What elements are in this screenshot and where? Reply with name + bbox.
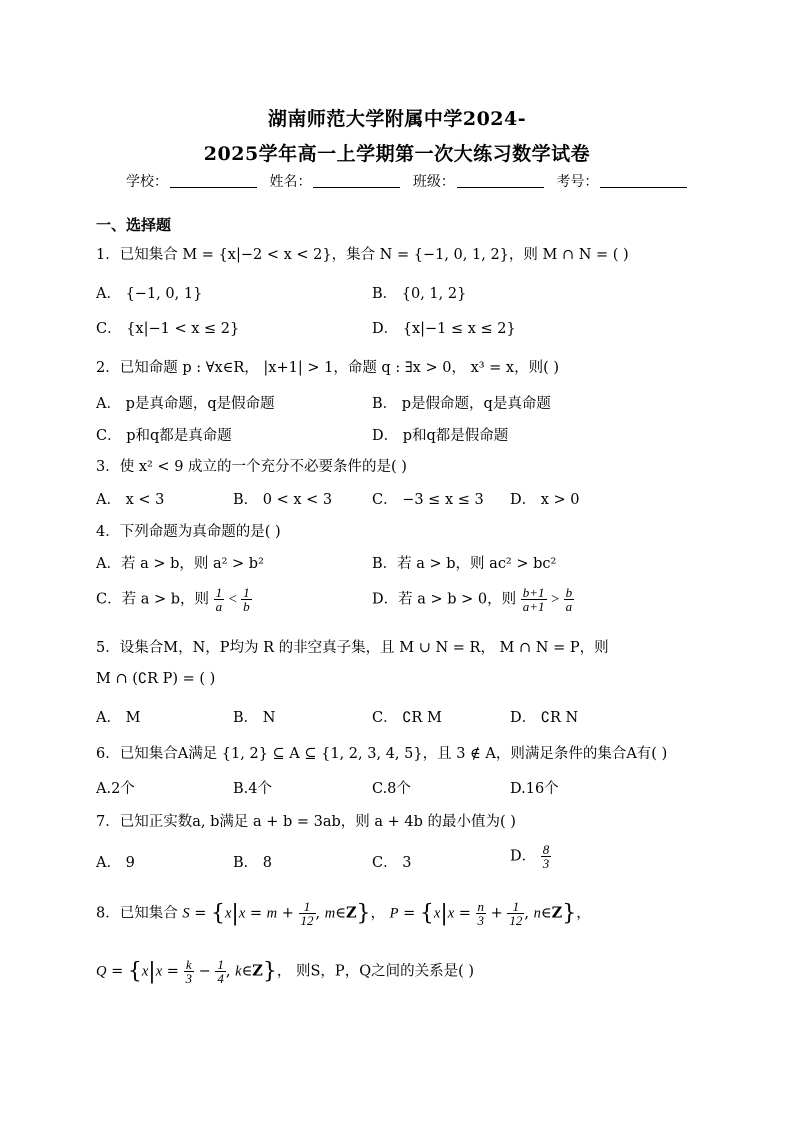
q3-option-c: C． −3 ≤ x ≤ 3 xyxy=(372,492,484,508)
q4-option-a: A．若 a > b，则 a² > b² xyxy=(96,556,264,572)
school-blank[interactable] xyxy=(170,173,257,188)
fraction-b1-over-a1: $\frac{b+1}{a+1}$ xyxy=(522,585,545,614)
name-label: 姓名： xyxy=(269,174,312,190)
fraction-1-over-12: $\frac{1}{12}$ xyxy=(300,899,314,928)
q6-option-c: C.8个 xyxy=(372,781,411,797)
exam-number-label: 考号： xyxy=(556,174,599,190)
q6-option-a: A.2个 xyxy=(96,781,135,797)
section-title: 一、选择题 xyxy=(96,216,172,234)
q2-option-d: D． p和q都是假命题 xyxy=(372,428,509,444)
fraction-1-over-a: $\frac{1}{a}$ xyxy=(215,585,223,614)
q4-option-b: B．若 a > b，则 ac² > bc² xyxy=(372,556,557,572)
question-2-stem: 2．已知命题 p : ∀x∈R， |x+1| > 1，命题 q : ∃x > 0， x³ = x，则( ) xyxy=(96,360,560,376)
q2-option-c: C． p和q都是真命题 xyxy=(96,428,232,444)
fraction-k-over-3: $\frac{k}{3}$ xyxy=(185,957,193,986)
question-5-stem: 5．设集合M，N，P均为 R 的非空真子集，且 M ∪ N = R， M ∩ N = P，则 xyxy=(96,640,609,656)
fraction-8-over-3: $\frac{8}{3}$ xyxy=(542,842,550,871)
q7-option-d-label: D． xyxy=(510,848,537,865)
question-8-stem-text2: 则S，P，Q之间的关系是( ) xyxy=(296,963,474,980)
exam-title-line1: 湖南师范大学附属中学2024- xyxy=(267,108,527,130)
exam-number-blank[interactable] xyxy=(600,173,687,188)
q5-option-d: D． ∁R N xyxy=(510,710,579,726)
q3-option-a: A． x < 3 xyxy=(96,492,165,508)
question-4-stem: 4．下列命题为真命题的是( ) xyxy=(96,524,281,540)
question-5-stem-line2: M ∩ (∁R P) = ( ) xyxy=(96,671,216,687)
fraction-1-over-b: $\frac{1}{b}$ xyxy=(243,585,250,614)
question-8-stem-text: 8．已知集合 xyxy=(96,905,178,922)
q1-option-d: D． {x|−1 ≤ x ≤ 2} xyxy=(372,321,516,337)
fraction-1-over-4: $\frac{1}{4}$ xyxy=(217,957,224,986)
q4-option-d: D．若 a > b > 0，则 $\frac{b+1}{a+1}$ > $\frac{b}{a}$ xyxy=(372,585,573,614)
q7-option-d xyxy=(510,843,551,870)
q7-option-a: A． 9 xyxy=(96,855,135,871)
name-blank[interactable] xyxy=(313,173,400,188)
q2-option-a: A． p是真命题，q是假命题 xyxy=(96,396,275,412)
fraction-n-over-3: $\frac{n}{3}$ xyxy=(477,899,485,928)
question-8-stem-line2: Q = {x|x = $\frac{k}{3}$ − $\frac{1}{4}$ , k∈Z}， 则S，P，Q之间的关系是( ) xyxy=(96,957,474,986)
q5-option-c: C． ∁R M xyxy=(372,710,442,726)
q1-option-b: B． {0, 1, 2} xyxy=(372,286,467,302)
question-6-stem: 6．已知集合A满足 {1, 2} ⊆ A ⊆ {1, 2, 3, 4, 5}，且 3 ∉ A，则满足条件的集合A有( ) xyxy=(96,746,668,762)
school-label: 学校： xyxy=(126,174,168,190)
question-1-stem: 1．已知集合 M = {x|−2 < x < 2}，集合 N = {−1, 0, 1, 2}，则 M ∩ N = ( ) xyxy=(96,247,629,263)
q6-option-d: D.16个 xyxy=(510,781,559,797)
fraction-1-over-12-b: $\frac{1}{12}$ xyxy=(509,899,523,928)
q4-option-c: C．若 a > b，则 $\frac{1}{a}$ < $\frac{1}{b}$ xyxy=(96,585,250,614)
q5-option-b: B． N xyxy=(233,710,276,726)
q5-option-a: A． M xyxy=(96,710,141,726)
question-3-stem: 3．使 x² < 9 成立的一个充分不必要条件的是( ) xyxy=(96,459,407,475)
exam-title-line2: 2025学年高一上学期第一次大练习数学试卷 xyxy=(203,143,591,165)
q3-option-d: D． x > 0 xyxy=(510,492,580,508)
q4-option-c-text: C．若 a > b，则 xyxy=(96,591,209,608)
question-8-stem: 8．已知集合 S = {x|x = m + $\frac{1}{12}$ , m∈Z}， P = {x|x = $\frac{n}{3}$ + $\frac{1}{12}$ , n∈Z}， xyxy=(96,899,591,928)
q7-option-c: C． 3 xyxy=(372,855,412,871)
student-info xyxy=(126,171,695,191)
q1-option-c: C． {x|−1 < x ≤ 2} xyxy=(96,321,240,337)
class-label: 班级： xyxy=(412,174,455,190)
question-7-stem: 7．已知正实数a, b满足 a + b = 3ab，则 a + 4b 的最小值为( ) xyxy=(96,814,516,830)
q3-option-b: B． 0 < x < 3 xyxy=(233,492,333,508)
q2-option-b: B． p是假命题，q是真命题 xyxy=(372,396,551,412)
q1-option-a: A． {−1, 0, 1} xyxy=(96,286,203,302)
class-blank[interactable] xyxy=(457,173,544,188)
q6-option-b: B.4个 xyxy=(233,781,272,797)
fraction-b-over-a: $\frac{b}{a}$ xyxy=(565,585,573,614)
q4-option-d-text: D．若 a > b > 0，则 xyxy=(372,591,517,608)
q7-option-b: B． 8 xyxy=(233,855,272,871)
